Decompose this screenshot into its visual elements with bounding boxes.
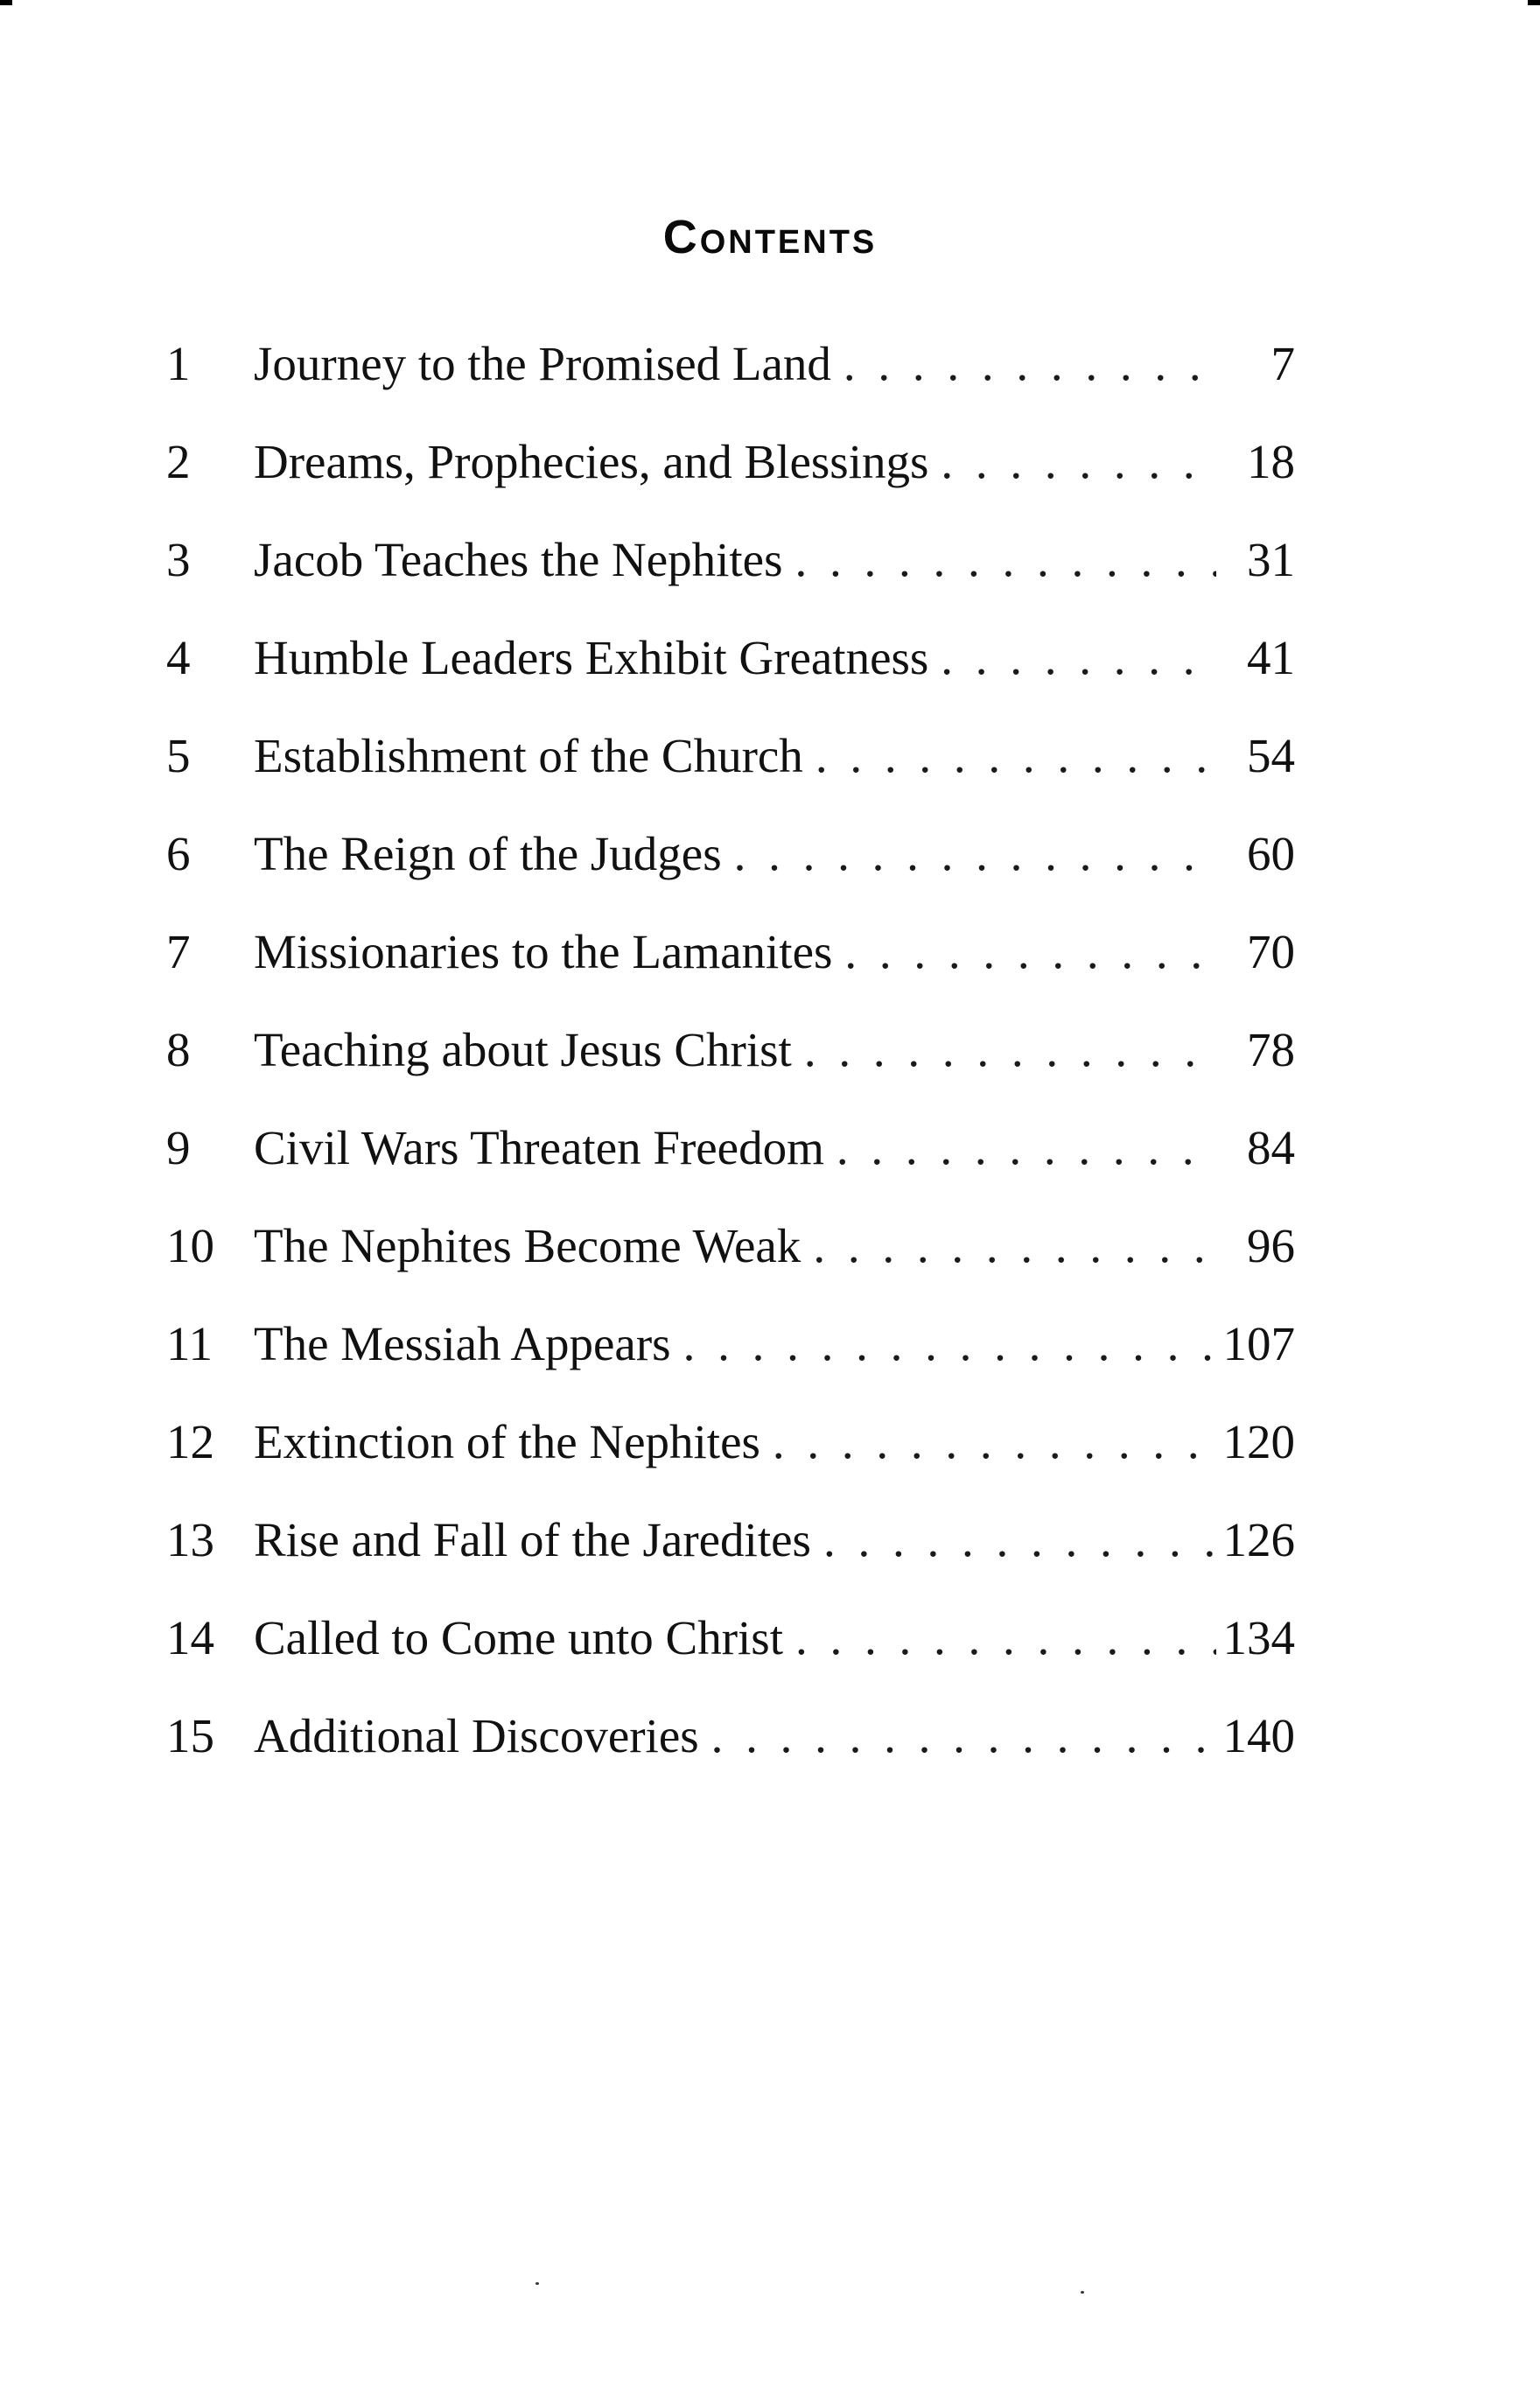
dot-leader xyxy=(699,1687,1216,1785)
chapter-number: 10 xyxy=(166,1219,214,1272)
page-number: 31 xyxy=(1247,533,1295,586)
page-number: 70 xyxy=(1247,925,1295,978)
dot-leader xyxy=(760,1393,1216,1491)
chapter-title: Called to Come unto Christ xyxy=(254,1611,783,1664)
scan-speck xyxy=(536,2282,539,2285)
chapter-number: 3 xyxy=(166,533,191,586)
chapter-title: The Reign of the Judges xyxy=(254,827,722,880)
toc-entry xyxy=(166,1295,1295,1393)
toc-entry xyxy=(166,315,1295,413)
page-number: 120 xyxy=(1222,1415,1295,1468)
chapter-number: 2 xyxy=(166,435,191,488)
toc-entry xyxy=(166,1491,1295,1589)
page-number: 140 xyxy=(1222,1709,1295,1762)
dot-leader xyxy=(722,805,1216,903)
chapter-title: Missionaries to the Lamanites xyxy=(254,925,833,978)
toc-entry xyxy=(166,1393,1295,1491)
toc-entry xyxy=(166,707,1295,805)
page-number: 7 xyxy=(1270,337,1295,390)
page-number: 78 xyxy=(1247,1023,1295,1076)
toc-entry xyxy=(166,1099,1295,1197)
page-number: 84 xyxy=(1247,1121,1295,1174)
chapter-title: Dreams, Prophecies, and Blessings xyxy=(254,435,929,488)
chapter-number: 8 xyxy=(166,1023,191,1076)
toc-entry xyxy=(166,1197,1295,1295)
page-number: 107 xyxy=(1222,1317,1295,1370)
chapter-number: 9 xyxy=(166,1121,191,1174)
page-number: 60 xyxy=(1247,827,1295,880)
toc-entry xyxy=(166,413,1295,511)
chapter-title: Rise and Fall of the Jaredites xyxy=(254,1513,811,1566)
dot-leader xyxy=(928,413,1216,511)
page-number: 126 xyxy=(1222,1513,1295,1566)
toc-entry xyxy=(166,1589,1295,1687)
dot-leader xyxy=(811,1491,1216,1589)
chapter-number: 4 xyxy=(166,631,191,684)
page-number: 134 xyxy=(1222,1611,1295,1664)
page-number: 54 xyxy=(1247,729,1295,782)
chapter-title: Additional Discoveries xyxy=(254,1709,699,1762)
chapter-title: Journey to the Promised Land xyxy=(254,337,831,390)
chapter-title: The Nephites Become Weak xyxy=(254,1219,802,1272)
chapter-number: 13 xyxy=(166,1513,214,1566)
dot-leader xyxy=(824,1099,1216,1197)
page-number: 18 xyxy=(1247,435,1295,488)
chapter-number: 14 xyxy=(166,1611,214,1664)
toc-entry xyxy=(166,1001,1295,1099)
scan-edge-mark-left xyxy=(0,0,12,5)
chapter-title: Extinction of the Nephites xyxy=(254,1415,760,1468)
scan-edge-mark-right xyxy=(1528,0,1540,5)
chapter-number: 5 xyxy=(166,729,191,782)
table-of-contents xyxy=(166,315,1295,1785)
chapter-number: 11 xyxy=(166,1317,213,1370)
page-number: 96 xyxy=(1247,1219,1295,1272)
dot-leader xyxy=(803,707,1216,805)
dot-leader xyxy=(832,903,1216,1001)
toc-entry xyxy=(166,609,1295,707)
toc-entry xyxy=(166,805,1295,903)
chapter-title: The Messiah Appears xyxy=(254,1317,671,1370)
chapter-title: Teaching about Jesus Christ xyxy=(254,1023,792,1076)
dot-leader xyxy=(783,511,1217,609)
chapter-number: 12 xyxy=(166,1415,214,1468)
dot-leader xyxy=(801,1197,1216,1295)
chapter-number: 1 xyxy=(166,337,191,390)
dot-leader xyxy=(831,315,1216,413)
toc-entry xyxy=(166,903,1295,1001)
toc-entry xyxy=(166,511,1295,609)
toc-entry xyxy=(166,1687,1295,1785)
scan-speck xyxy=(1081,2291,1084,2294)
dot-leader xyxy=(792,1001,1216,1099)
chapter-title: Humble Leaders Exhibit Greatness xyxy=(254,631,929,684)
chapter-number: 15 xyxy=(166,1709,214,1762)
chapter-number: 7 xyxy=(166,925,191,978)
chapter-number: 6 xyxy=(166,827,191,880)
dot-leader xyxy=(671,1295,1216,1393)
page-title: Contents xyxy=(662,211,878,263)
chapter-title: Establishment of the Church xyxy=(254,729,803,782)
chapter-title: Jacob Teaches the Nephites xyxy=(254,533,783,586)
chapter-title: Civil Wars Threaten Freedom xyxy=(254,1121,824,1174)
page-number: 41 xyxy=(1247,631,1295,684)
dot-leader xyxy=(783,1589,1216,1687)
dot-leader xyxy=(928,609,1216,707)
